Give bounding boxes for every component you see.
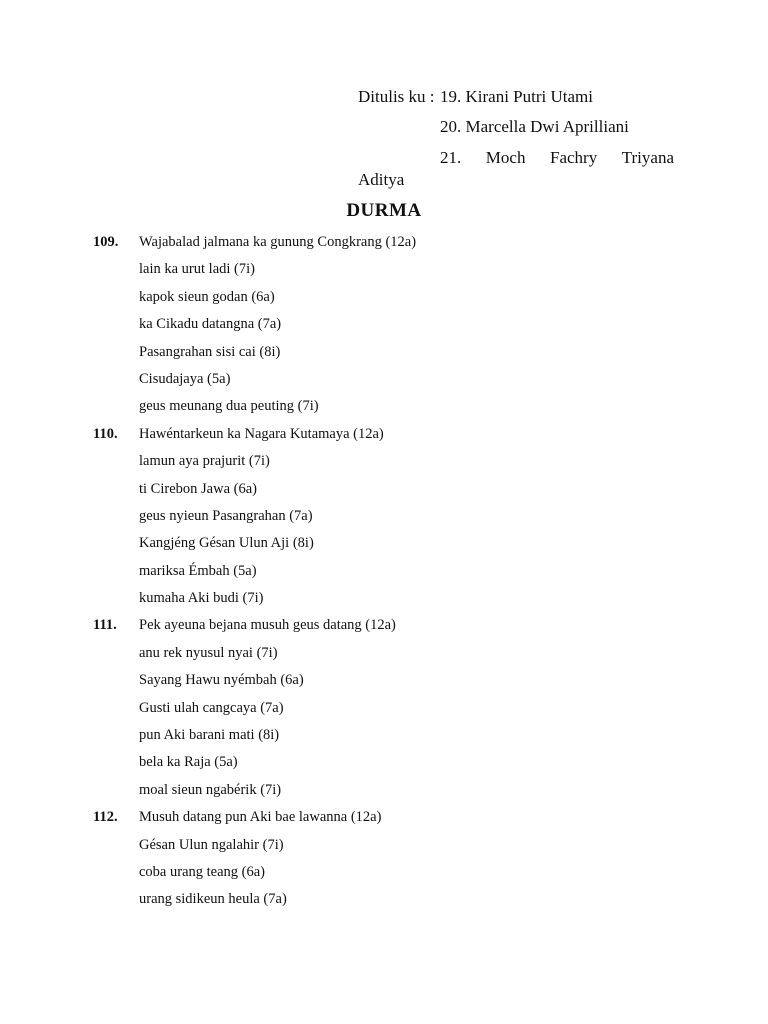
author-line-3-word: Triyana bbox=[621, 148, 674, 167]
poem-line-text: Kangjéng Gésan Ulun Aji (8i) bbox=[139, 535, 314, 552]
poem-line-text: lamun aya prajurit (7i) bbox=[139, 453, 270, 470]
poem-line bbox=[0, 311, 768, 338]
poem-line bbox=[0, 284, 768, 311]
author-line-3-wrap: Aditya bbox=[358, 170, 405, 189]
poem-line-text: urang sidikeun heula (7a) bbox=[139, 891, 287, 908]
stanza-list bbox=[0, 229, 768, 914]
poem-line bbox=[0, 695, 768, 722]
poem-line-text: Wajabalad jalmana ka gunung Congkrang (12a) bbox=[139, 234, 417, 250]
author-line-3-word: Fachry bbox=[549, 148, 598, 167]
poem-line bbox=[0, 886, 768, 913]
poem-line bbox=[0, 722, 768, 749]
poem-line bbox=[0, 749, 768, 776]
author-label: Ditulis ku : bbox=[358, 87, 435, 106]
poem-line bbox=[0, 832, 768, 859]
poem-line-text: Hawéntarkeun ka Nagara Kutamaya (12a) bbox=[139, 425, 384, 442]
poem-line-text: Musuh datang pun Aki bae lawanna (12a) bbox=[139, 809, 382, 826]
poem-line-text: bela ka Raja (5a) bbox=[139, 754, 238, 771]
poem-line-text: Gusti ulah cangcaya (7a) bbox=[139, 699, 284, 716]
poem-line-text: Gésan Ulun ngalahir (7i) bbox=[139, 836, 284, 853]
poem-line bbox=[0, 421, 768, 448]
poem-line bbox=[0, 612, 768, 639]
poem-line-text: pun Aki barani mati (8i) bbox=[139, 727, 280, 744]
poem-line-text: lain ka urut ladi (7i) bbox=[139, 261, 255, 278]
poem-line bbox=[0, 530, 768, 557]
poem-line-text: geus meunang dua peuting (7i) bbox=[139, 398, 319, 415]
poem-line bbox=[0, 585, 768, 612]
stanza-number: 112. bbox=[93, 809, 118, 826]
poem-line-text: coba urang teang (6a) bbox=[139, 863, 266, 880]
poem-line bbox=[0, 476, 768, 503]
stanza-number: 110. bbox=[93, 425, 118, 442]
author-line-3-word: Moch bbox=[485, 148, 526, 167]
poem-line-text: Pek ayeuna bejana musuh geus datang (12a) bbox=[139, 617, 396, 634]
poem-line-text: mariksa Émbah (5a) bbox=[139, 562, 257, 579]
poem-line-text: Pasangrahan sisi cai (8i) bbox=[139, 343, 281, 360]
poem-line bbox=[0, 667, 768, 694]
poem-line-text: Cisudajaya (5a) bbox=[139, 370, 231, 387]
poem-line bbox=[0, 640, 768, 667]
author-line-3 bbox=[440, 148, 674, 168]
poem-line-text: moal sieun ngabérik (7i) bbox=[139, 781, 282, 798]
stanza-number: 109. bbox=[93, 234, 119, 250]
poem-line bbox=[0, 256, 768, 283]
poem-line-text: geus nyieun Pasangrahan (7a) bbox=[139, 507, 313, 524]
page-title: DURMA bbox=[346, 200, 422, 221]
poem-line bbox=[0, 339, 768, 366]
poem-line bbox=[0, 229, 768, 256]
poem-line bbox=[0, 777, 768, 804]
poem-line bbox=[0, 804, 768, 831]
poem-line bbox=[0, 366, 768, 393]
poem-line-text: ka Cikadu datangna (7a) bbox=[139, 316, 282, 333]
stanza-number: 111. bbox=[93, 617, 117, 634]
poem-line-text: kumaha Aki budi (7i) bbox=[139, 590, 264, 607]
author-line-3-word: 21. bbox=[440, 148, 462, 167]
poem-line-text: kapok sieun godan (6a) bbox=[139, 288, 275, 305]
poem-line-text: anu rek nyusul nyai (7i) bbox=[139, 644, 278, 661]
poem-line-text: ti Cirebon Jawa (6a) bbox=[139, 480, 257, 497]
poem-line bbox=[0, 558, 768, 585]
poem-line-text: Sayang Hawu nyémbah (6a) bbox=[139, 672, 304, 689]
author-line-2: 20. Marcella Dwi Aprilliani bbox=[440, 117, 629, 136]
author-line-1: 19. Kirani Putri Utami bbox=[440, 87, 593, 106]
poem-line bbox=[0, 448, 768, 475]
poem-line bbox=[0, 393, 768, 420]
poem-line bbox=[0, 503, 768, 530]
poem-line bbox=[0, 859, 768, 886]
